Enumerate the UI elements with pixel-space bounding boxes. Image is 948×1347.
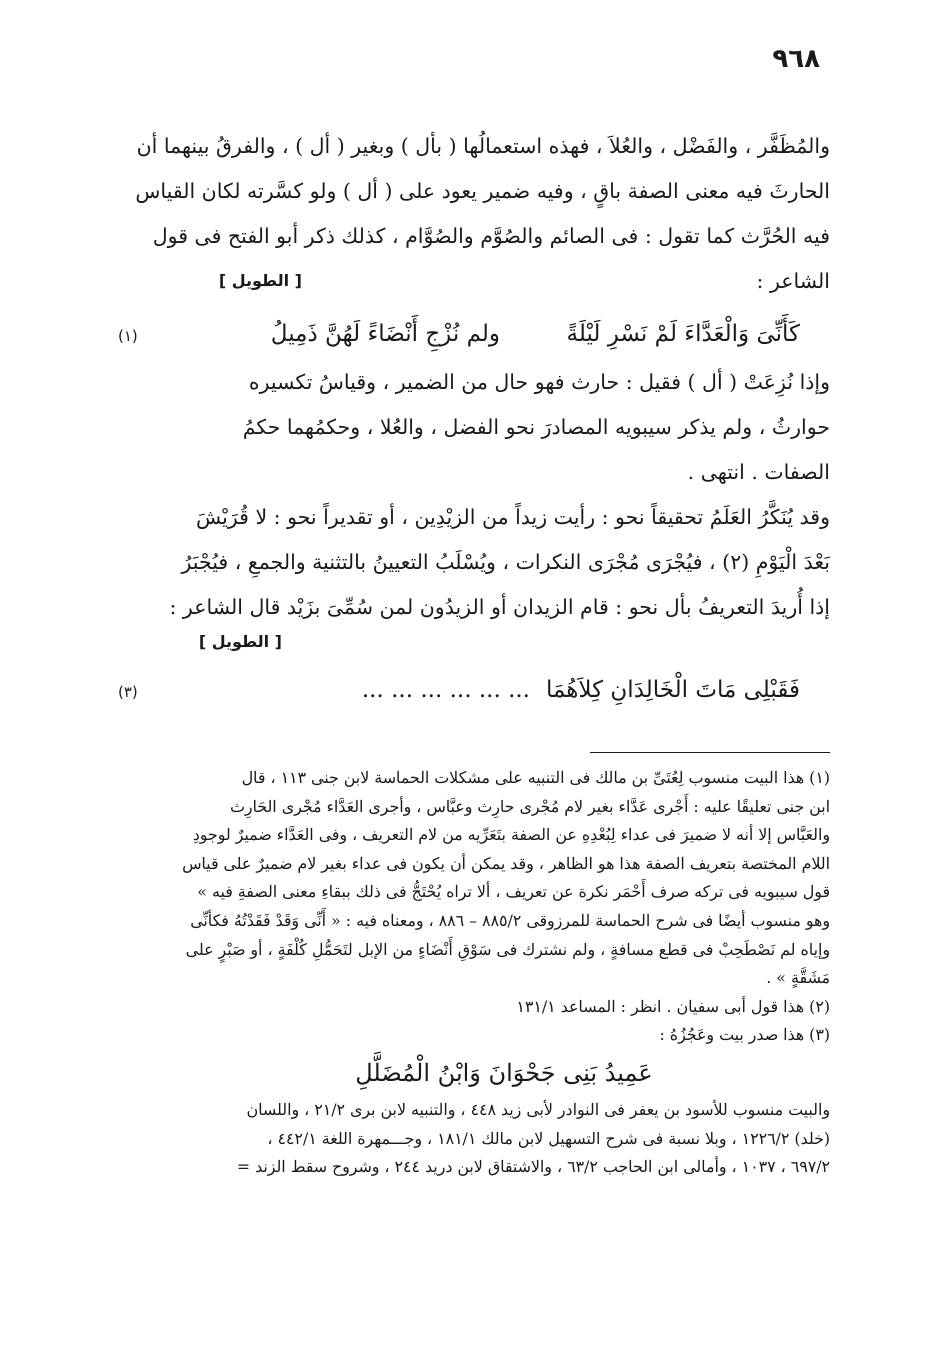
text-line: اللام المختصة بتعريف الصفة هذا هو الظاهر ، وقد يمكن أن يكون فى عداء بغير لام ضميرٌ على قياس xyxy=(182,853,830,873)
text-line: (١) هذا البيت منسوب لِعُتَىِّ بن مالك فى التنبيه على مشكلات الحماسة لابن جنى ١١٣ ، قال xyxy=(241,768,830,787)
footnote-3 xyxy=(118,1021,830,1050)
meter-label: [ الطويل ] xyxy=(218,271,302,290)
footnote-ref: (١) xyxy=(118,327,138,345)
verse-first-hemistich: فَقَبْلِى مَاتَ الْخَالِدَانِ كِلاَهُمَا xyxy=(546,677,800,703)
text-line: مَشَقَّةٍ » . xyxy=(766,968,830,988)
footnote-divider xyxy=(590,752,830,753)
page-number: ٩٦٨ xyxy=(772,44,820,74)
text-line: ابن جنى تعليقًا عليه : أَجْرى عَدَّاء بغير لام مُجْرى حارِث وعبَّاس ، وأجرى العَدَّاء مُجْرى الحَارِث xyxy=(229,796,830,816)
text-line: الصفات . انتهى . xyxy=(687,460,830,484)
text-line: إذا أُريدَ التعريفُ بأل نحو : قام الزيدان أو الزيدُون لمن سُمِّىَ بزَيْد قال الشاعر : xyxy=(169,595,830,619)
text-line: وهو منسوب أيضًا فى شرح الحماسة للمرزوقى ٨٨٥/٢ – ٨٨٦ ، ومعناه فيه : « أَنِّى وَقَدْ فَقَدْتُهُ فكأنِّى xyxy=(190,910,830,930)
verse-1 xyxy=(118,304,830,360)
verse-second-hemistich: ... ... ... ... ... ... xyxy=(361,677,530,703)
text-line: والمُظَفَّر ، والفَضْل ، والعُلاَ ، فهذه استعمالُها ( بأل ) وبغير ( أل ) ، والفرقُ بينهما أن xyxy=(136,134,830,158)
text-line: حوارثُ ، ولم يذكر سيبويه المصادرَ نحو الفضل ، والعُلا ، وحكمُهما حكمُ xyxy=(242,415,830,439)
meter-label: [ الطويل ] xyxy=(198,632,282,651)
footnote-1 xyxy=(118,764,830,993)
footnote-3-verse: عَمِيدُ بَنِى جَحْوَانَ وَابْنُ الْمُضَلَّلِ xyxy=(355,1058,653,1087)
footnote-3-sources xyxy=(118,1096,830,1182)
text-line: وإياه لم نَصْطَحِبْ فى قطع مسافةٍ ، ولم نشترك فى سَوْقِ أَنْضَاءٍ من الإبل لتَحَمُّلِ كُلْفَةٍ ، أو صَبْرٍ على xyxy=(185,939,830,959)
paragraph-3 xyxy=(118,495,830,630)
footnotes xyxy=(118,764,830,1182)
text-line: فيه الحُرَّث كما تقول : فى الصائم والصُوَّم والصُوَّام ، كذلك ذكر أبو الفتح فى قول xyxy=(152,224,830,248)
text-line: وإذا نُزِعَتْ ( أل ) فقيل : حارث فهو حال من الضمير ، وقياسُ تكسيره xyxy=(248,370,830,394)
text-line: (٢) هذا قول أبى سفيان . انظر : المساعد ١٣١/١ xyxy=(516,996,830,1016)
paragraph-2 xyxy=(118,360,830,495)
text-line: الحارثَ فيه معنى الصفة باقٍ ، وفيه ضمير يعود على ( أل ) ولو كسَّرته لكان القياس xyxy=(135,179,830,203)
paragraph-1 xyxy=(118,124,830,259)
text-line: الشاعر : xyxy=(756,269,830,293)
text-line: (٣) هذا صدر بيت وعَجُزُهُ : xyxy=(659,1025,830,1045)
text-line: بَعْدَ الْيَوْمِ (٢) ، فيُجْرَى مُجْرَى النكرات ، ويُسْلَبُ التعيينُ بالتثنية والجمعِ ، فيُجْبَرُ xyxy=(181,550,830,574)
text-line: والعَبَّاس إلا أنه لا ضميرَ فى عداء لِبُعْدِهِ عن الصفة بتَعَرِّيه من لام التعريف ، وفى العَدَّاء ضميرٌ لوجودِ xyxy=(192,825,830,845)
verse-first-hemistich: كَأَنِّىَ وَالْعَدَّاءَ لَمْ نَسْرِ لَيْلَةً xyxy=(566,321,800,347)
text-line: (خلد) ١٢٢٦/٢ ، وبلا نسبة فى شرح التسهيل لابن مالك ١٨١/١ ، وجـــمهرة اللغة ٤٤٢/١ ، xyxy=(267,1128,830,1148)
verse-second-hemistich: ولم نُزْجِ أَنْضَاءً لَهُنَّ ذَمِيلُ xyxy=(270,321,500,347)
text-line: وقد يُنَكَّرُ العَلَمُ تحقيقاً نحو : رأيت زيداً من الزيْدِين ، أو تقديراً نحو : لا قُرَيْشَ xyxy=(196,505,830,529)
text-line: والبيت منسوب للأسود بن يعفر فى النوادر لأبى زيد ٤٤٨ ، والتنبيه لابن برى ٢١/٢ ، واللسان xyxy=(246,1099,830,1119)
verse-2 xyxy=(118,660,830,716)
text-line: قول سيبويه فى تركه صرف أَحْمَر نكرة عن تعريف ، ألا تراه يُحْتَجُّ فى ذلك ببقاءِ معنى الصفةِ فيه » xyxy=(197,882,830,902)
text-line: ٦٩٧/٢ ، ١٠٣٧ ، وأمالى ابن الحاجب ٦٣/٢ ، والاشتقاق لابن دريد ٢٤٤ ، وشروح سقط الزند = xyxy=(236,1157,830,1177)
main-text xyxy=(118,124,830,716)
footnote-ref: (٣) xyxy=(118,683,138,701)
footnote-2 xyxy=(118,993,830,1022)
